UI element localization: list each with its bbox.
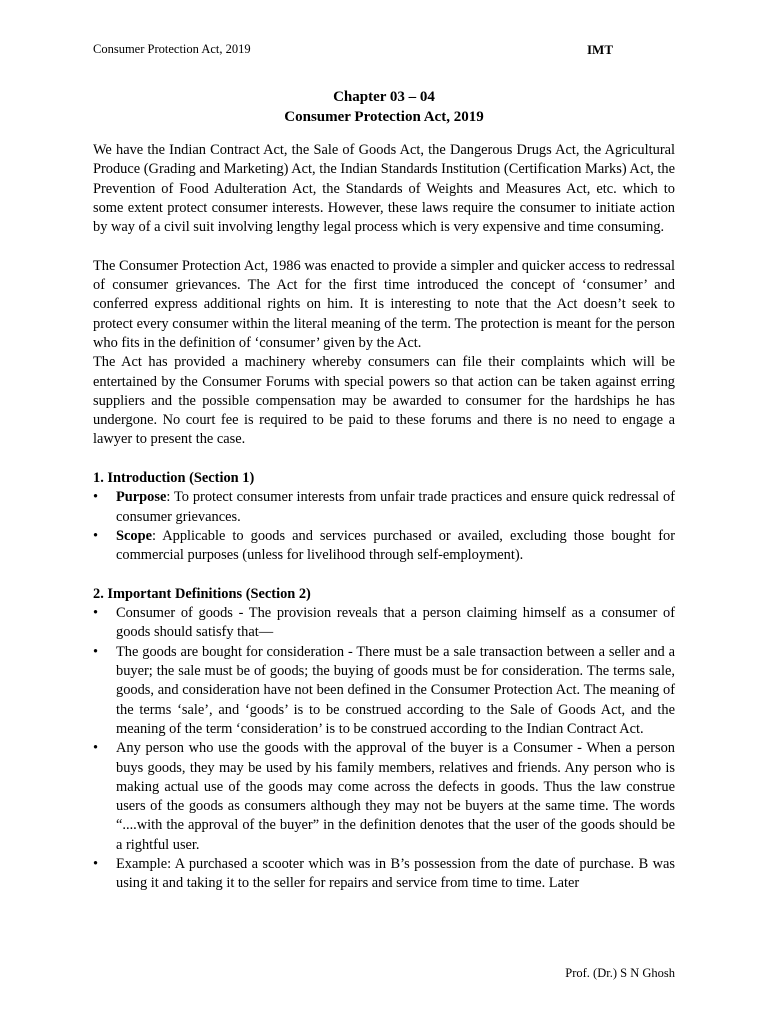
page-header [93, 42, 675, 60]
list-item-purpose [93, 488, 675, 527]
bullet-text: The goods are bought for consideration - There must be a sale transaction between a seller and a buyer; the sale must be of goods; the buying of goods must be for consideration. The terms sale, goods, and consideration have not been defined in the Consumer Protection Act. The meaning of the terms ‘sale’, and ‘goods’ is to be construed according to the Sale of Goods Act, and the meaning of the term ‘consideration’ is to be construed according to the Indian Contract Act. [116, 643, 675, 737]
bullet-icon: • [93, 605, 99, 622]
bullet-icon: • [93, 740, 99, 757]
list-item [93, 604, 675, 643]
definitions-list [93, 604, 675, 893]
introduction-list [93, 488, 675, 565]
paragraph-intro: We have the Indian Contract Act, the Sale of Goods Act, the Dangerous Drugs Act, the Agricultural Produce (Grading and Marketing) Act, the Indian Standards Institution (Certification Marks) Act, the Prevention of Food Adulteration Act, the Standards of Weights and Measures Act, etc. which to some extent protect consumer interests. However, these laws require the consumer to initiate action by way of a civil suit involving lengthy legal process which is very expensive and time consuming. [93, 142, 675, 236]
list-item [93, 855, 675, 894]
section-heading-introduction: 1. Introduction (Section 1) [93, 470, 255, 487]
page-footer: Prof. (Dr.) S N Ghosh [565, 966, 675, 980]
bullet-icon: • [93, 527, 99, 544]
bullet-icon: • [93, 855, 99, 872]
bullet-label: Purpose [116, 489, 167, 506]
bullet-label: Scope [116, 527, 152, 544]
list-item [93, 739, 675, 855]
bullet-icon: • [93, 643, 99, 660]
bullet-text: : Applicable to goods and services purchased or availed, excluding those bought for commercial purposes (unless for livelihood through self-employment). [116, 527, 675, 564]
chapter-number: Chapter 03 – 04 [333, 89, 435, 105]
document-body [93, 141, 675, 894]
list-item [93, 643, 675, 739]
bullet-text: Example: A purchased a scooter which was in B’s possession from the date of purchase. B was using it and taking it to the seller for repairs and service from time to time. Later [116, 855, 675, 892]
bullet-text: Any person who use the goods with the approval of the buyer is a Consumer - When a person buys goods, they may be used by his family members, relatives and friends. Any person who is making actual use of the goods may come across the defects in goods. Thus the law construe users of the goods as consumers although they may not be buyers at the same time. The words “....with the approval of the buyer” in the definition denotes that the user of the goods should be a rightful user. [116, 740, 675, 853]
chapter-name: Consumer Protection Act, 2019 [284, 109, 484, 125]
bullet-icon: • [93, 489, 99, 506]
section-heading-definitions: 2. Important Definitions (Section 2) [93, 585, 311, 602]
header-right-text: IMT [587, 42, 613, 57]
header-left-text: Consumer Protection Act, 2019 [93, 42, 251, 56]
paragraph-machinery: The Act has provided a machinery whereby consumers can file their complaints which will be entertained by the Consumer Forums with special powers so that action can be taken against erring suppliers and the possible compensation may be awarded to consumer for the hardships he has undergone. No court fee is required to be paid to these forums and there is no need to engage a lawyer to present the case. [93, 354, 675, 448]
bullet-text: : To protect consumer interests from unfair trade practices and ensure quick redressal of consumer grievances. [116, 489, 675, 525]
paragraph-cpa-1986: The Consumer Protection Act, 1986 was enacted to provide a simpler and quicker access to redressal of consumer grievances. The Act for the first time introduced the concept of ‘consumer’ and conferred express additional rights on him. It is interesting to note that the Act doesn’t seek to protect every consumer within the literal meaning of the term. The protection is meant for the person who fits in the definition of ‘consumer’ given by the Act. [93, 257, 675, 351]
chapter-title [93, 87, 675, 127]
list-item-scope [93, 527, 675, 566]
bullet-text: Consumer of goods - The provision reveals that a person claiming himself as a consumer of goods should satisfy that— [116, 605, 675, 641]
